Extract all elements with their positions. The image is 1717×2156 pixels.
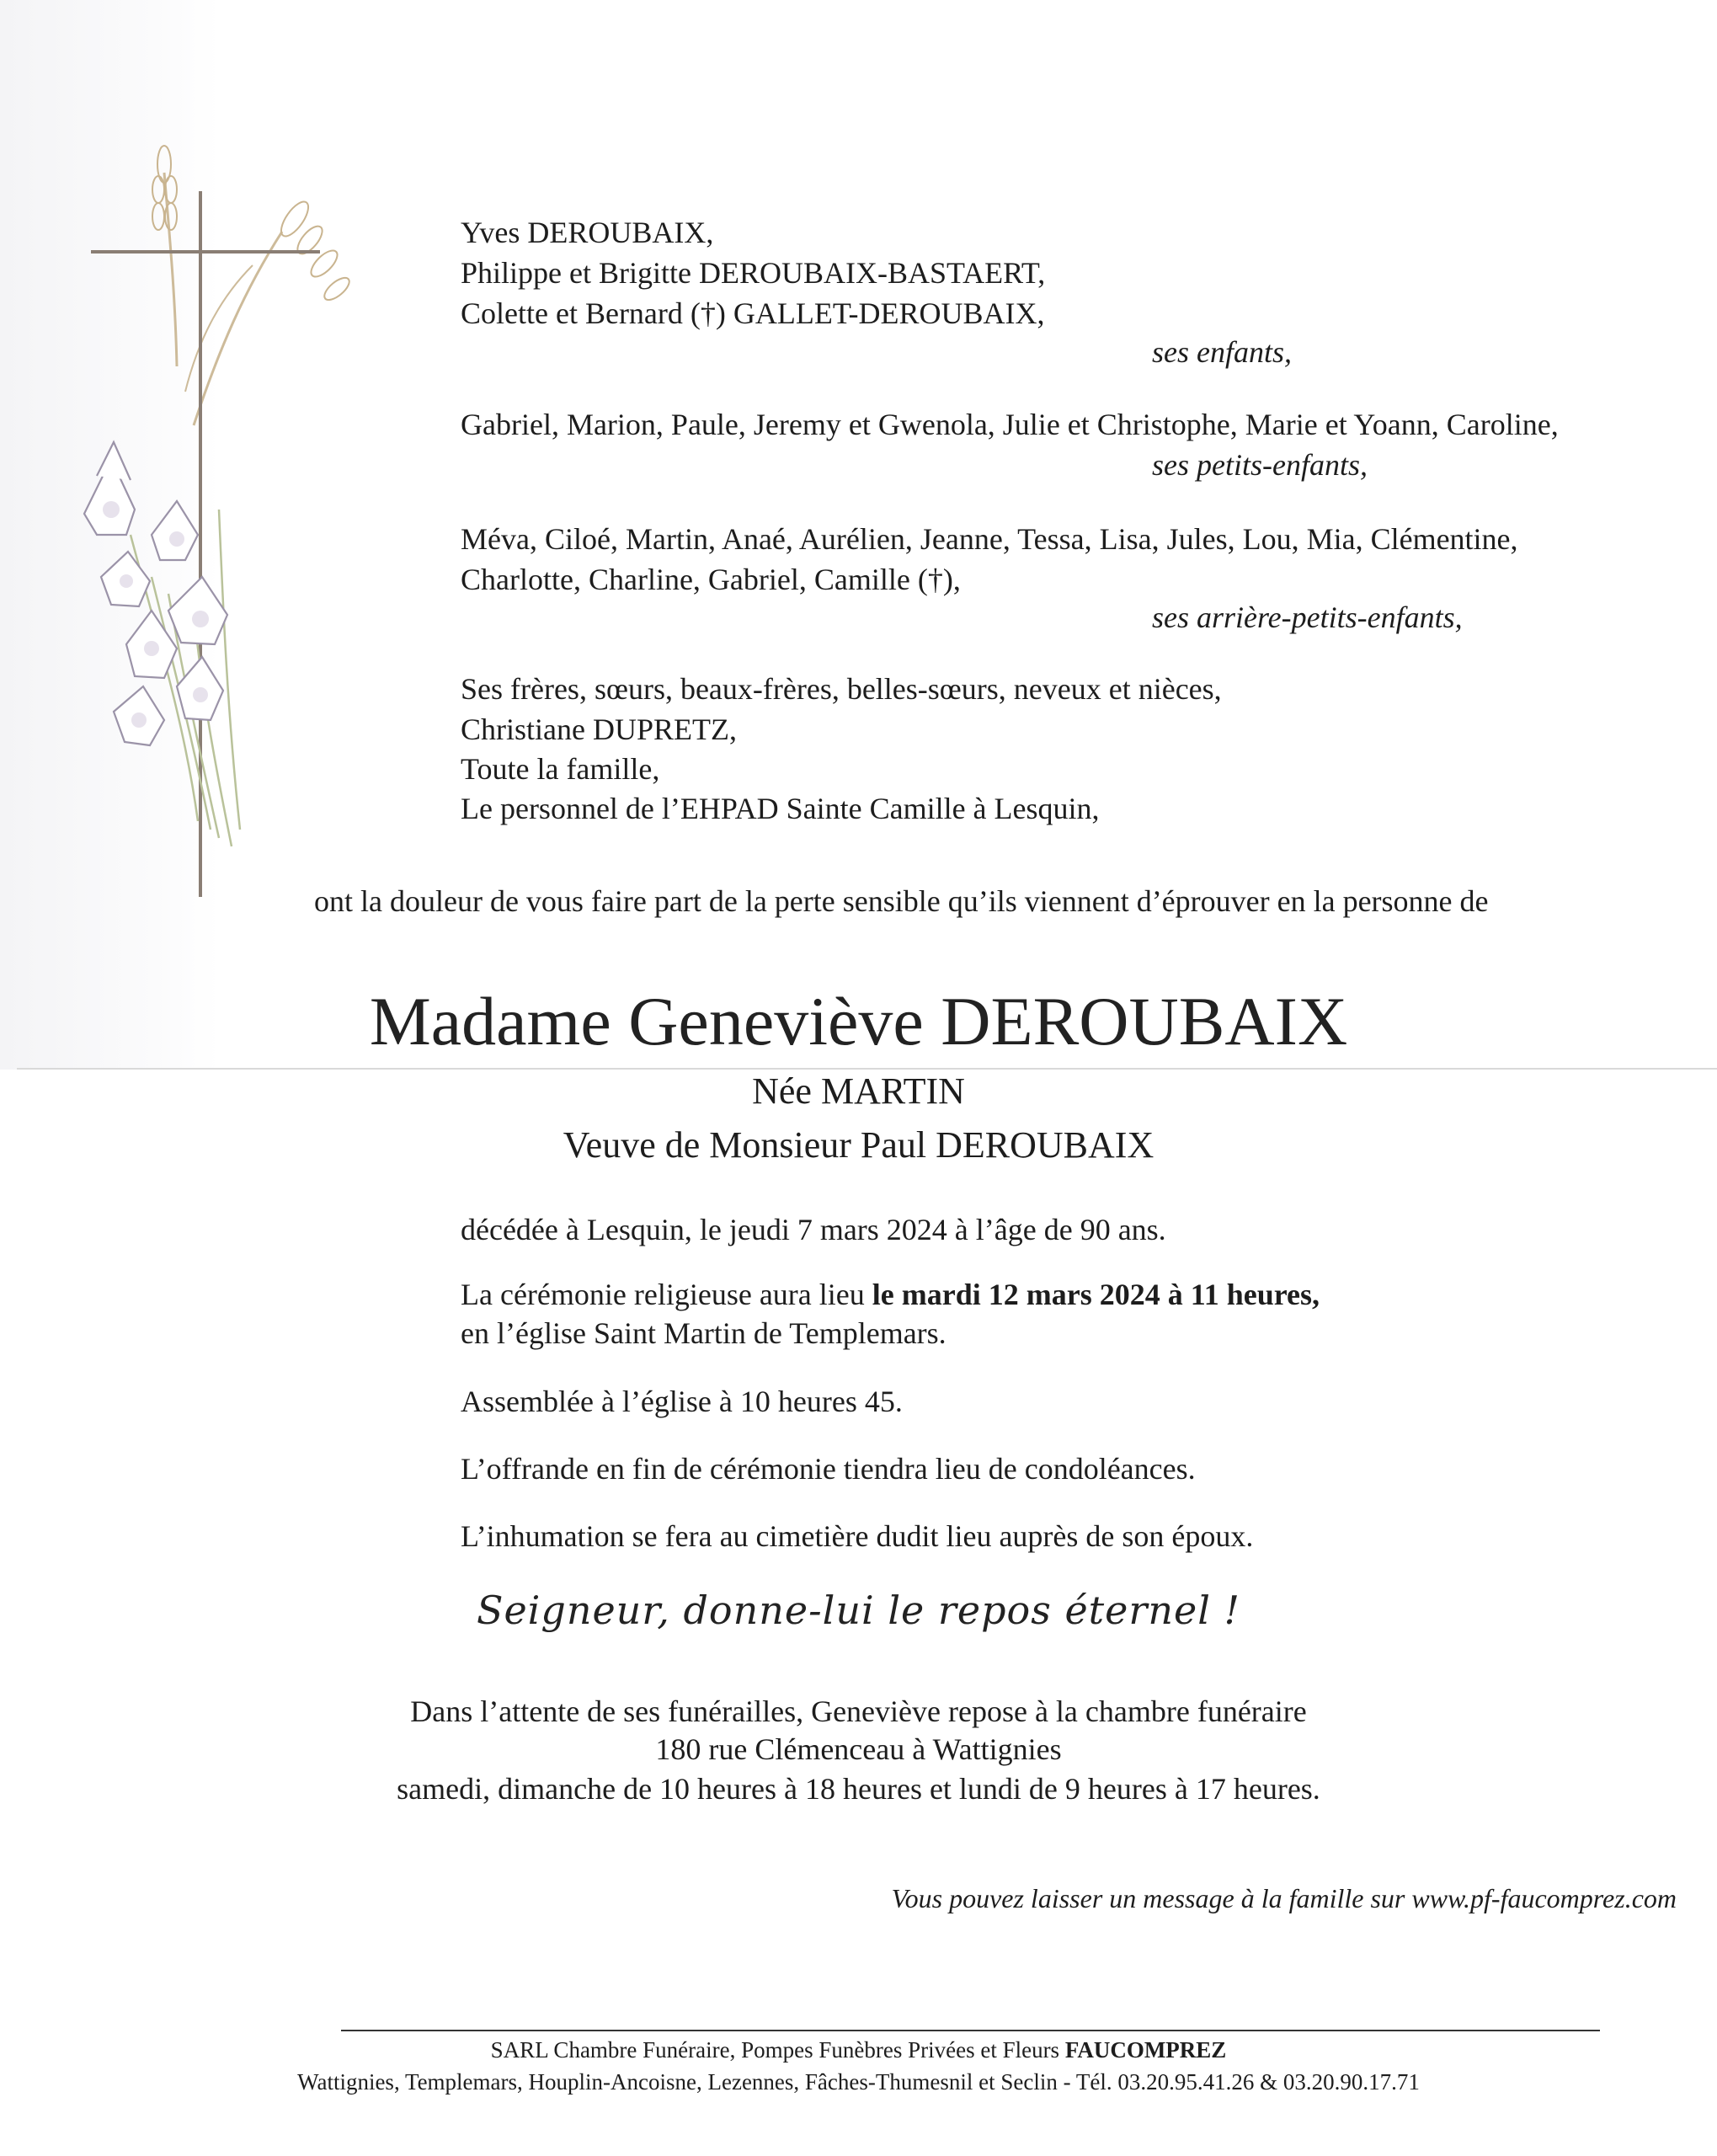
fold-line (17, 1068, 1717, 1070)
child-line-3: Colette et Bernard (†) GALLET-DEROUBAIX, (461, 296, 1045, 330)
child-line-2: Philippe et Brigitte DEROUBAIX-BASTAERT, (461, 256, 1046, 290)
ceremony-place: en l’église Saint Martin de Templemars. (461, 1316, 946, 1350)
others-line-4: Le personnel de l’EHPAD Sainte Camille à Lesquin, (461, 792, 1100, 825)
ceremony-prefix: La cérémonie religieuse aura lieu (461, 1278, 872, 1311)
ceremony-date: le mardi 12 mars 2024 à 11 heures, (872, 1278, 1320, 1311)
deceased-name: Madame Geneviève DEROUBAIX (369, 983, 1348, 1059)
others-line-1: Ses frères, sœurs, beaux-frères, belles-sœurs, neveux et nièces, (461, 672, 1222, 706)
birth-name: Née MARTIN (752, 1070, 965, 1112)
footer-company-prefix: SARL Chambre Funéraire, Pompes Funèbres Privées et Fleurs (490, 2037, 1065, 2063)
great-grandchildren-label: ses arrière-petits-enfants, (1152, 600, 1463, 634)
grandchildren-line-1: Gabriel, Marion, Paule, Jeremy et Gwenola, Julie et Christophe, Marie et Yoann, Caroline, (461, 408, 1559, 441)
prayer: Seigneur, donne-lui le repos éternel ! (476, 1588, 1241, 1633)
visitation-line-1: Dans l’attente de ses funérailles, Geneviève repose à la chambre funéraire (410, 1694, 1307, 1728)
footer-company-name: FAUCOMPREZ (1064, 2037, 1227, 2063)
assembly-time: Assemblée à l’église à 10 heures 45. (461, 1385, 903, 1418)
great-grandchildren-line-1: Méva, Ciloé, Martin, Anaé, Aurélien, Jeanne, Tessa, Lisa, Jules, Lou, Mia, Clémentine, (461, 522, 1518, 556)
children-label: ses enfants, (1152, 335, 1292, 369)
website-note: Vous pouvez laisser un message à la famille sur www.pf-faucomprez.com (891, 1883, 1677, 1913)
ceremony-line (461, 1278, 1320, 1312)
footer-rule (341, 2030, 1600, 2031)
footer-company (0, 2036, 1717, 2063)
child-line-1: Yves DEROUBAIX, (461, 216, 714, 249)
announcement: ont la douleur de vous faire part de la perte sensible qu’ils viennent d’éprouver en la personne de (314, 884, 1489, 918)
footer-locations: Wattignies, Templemars, Houplin-Ancoisne, Lezennes, Fâches-Thumesnil et Seclin - Tél. 03.20.95.41.26 & 03.20.90.17.71 (297, 2069, 1420, 2095)
visitation-line-2: 180 rue Clémenceau à Wattignies (655, 1732, 1062, 1766)
others-line-3: Toute la famille, (461, 752, 660, 786)
grandchildren-label: ses petits-enfants, (1152, 448, 1368, 482)
others-line-2: Christiane DUPRETZ, (461, 712, 737, 746)
great-grandchildren-line-2: Charlotte, Charline, Gabriel, Camille (†), (461, 563, 961, 596)
offering-note: L’offrande en fin de cérémonie tiendra lieu de condoléances. (461, 1452, 1196, 1486)
widow-of: Veuve de Monsieur Paul DEROUBAIX (563, 1124, 1154, 1166)
burial-note: L’inhumation se fera au cimetière dudit lieu auprès de son époux. (461, 1519, 1254, 1553)
cross-with-flowers-icon (51, 139, 354, 901)
death-details: décédée à Lesquin, le jeudi 7 mars 2024 à l’âge de 90 ans. (461, 1213, 1166, 1246)
visitation-line-3: samedi, dimanche de 10 heures à 18 heures et lundi de 9 heures à 17 heures. (397, 1772, 1320, 1806)
